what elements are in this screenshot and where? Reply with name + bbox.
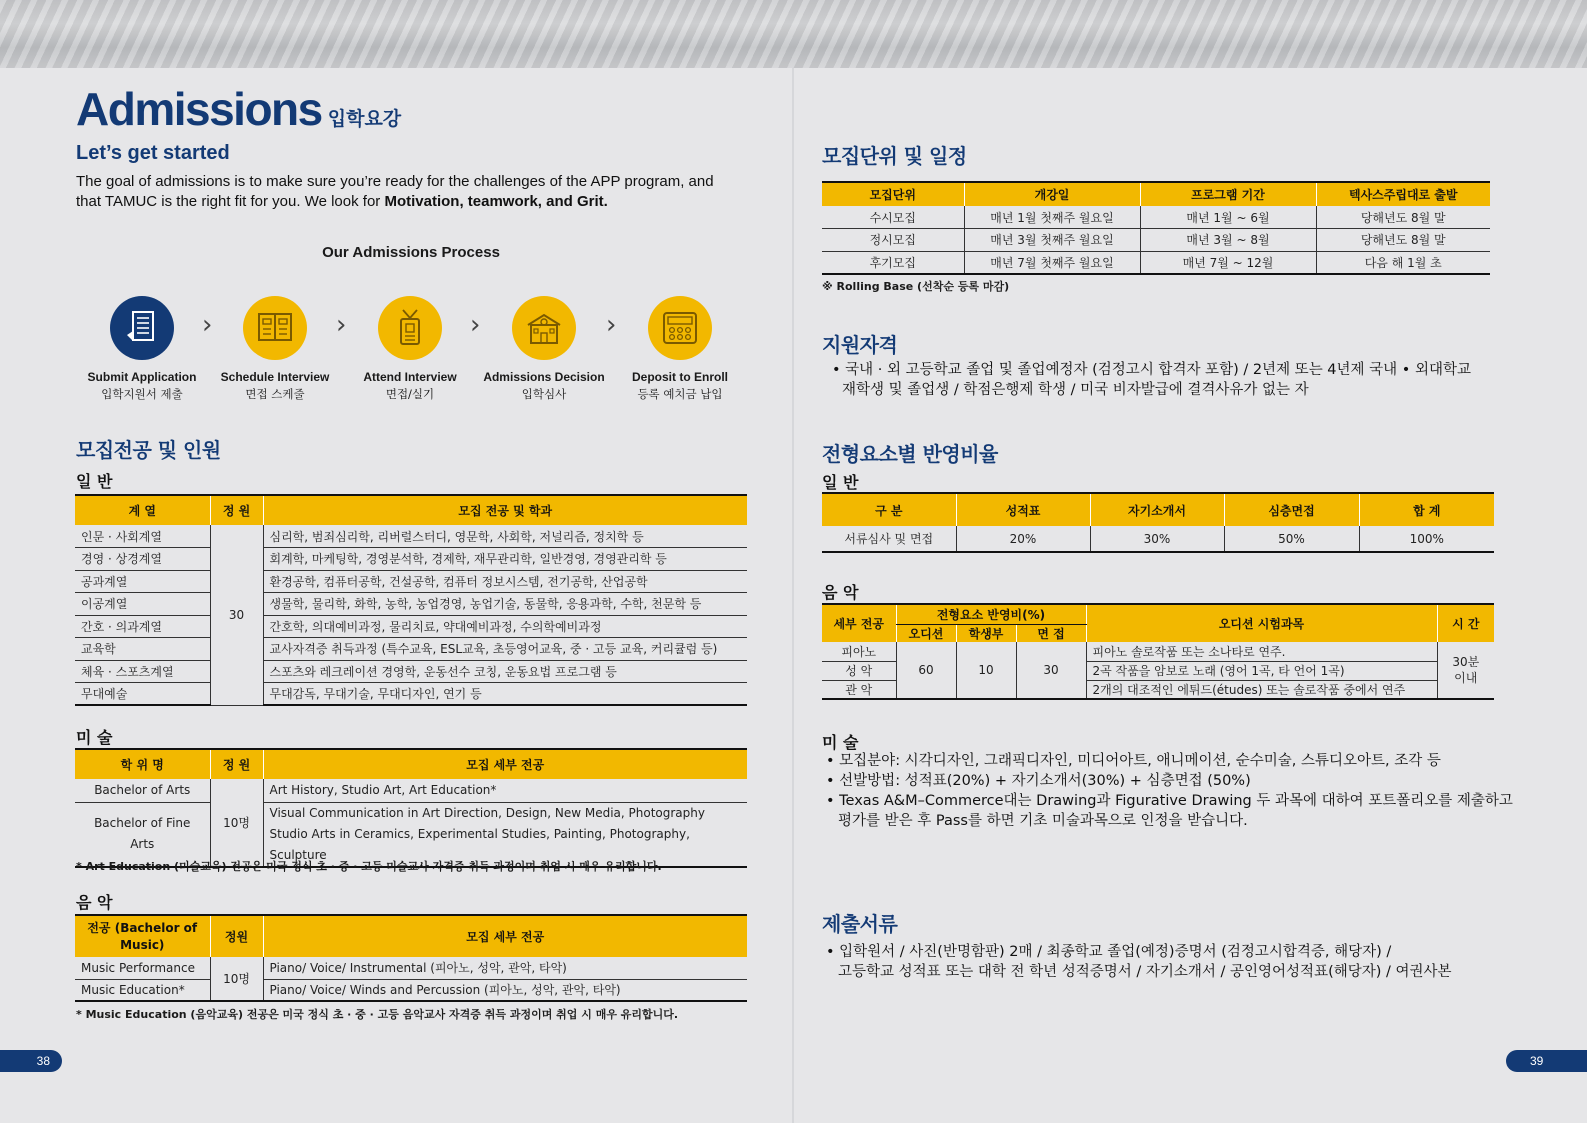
eligibility-line: 재학생 및 졸업생 / 학점은행제 학생 / 미국 비자발급에 결격사유가 없는 자 bbox=[842, 382, 1309, 398]
page-number-tab: 38 bbox=[0, 1050, 62, 1072]
list-item: • Texas A&M–Commerce대는 Drawing과 Figurative Drawing 두 과목에 대하여 포트폴리오를 제출하고 bbox=[826, 793, 1513, 809]
table-row bbox=[822, 229, 1490, 252]
art-label: 미 술 bbox=[76, 728, 113, 747]
table-row bbox=[75, 979, 747, 1001]
table-row bbox=[75, 548, 747, 571]
column-header: 면 접 bbox=[1016, 624, 1086, 642]
major-cell: 성 악 bbox=[822, 661, 896, 680]
application-form-icon bbox=[110, 296, 174, 360]
table-header-row bbox=[822, 182, 1490, 206]
majors-line: Studio Arts in Ceramics, Experimental Studies, Painting, Photography, Sculpture bbox=[269, 826, 690, 862]
step-label-ko: 등록 예치금 납입 bbox=[637, 387, 723, 401]
majors-cell bbox=[263, 802, 747, 867]
page-title-korean: 입학요강 bbox=[327, 108, 402, 130]
eligibility-line: • 국내 · 외 고등학교 졸업 및 졸업예정자 (검정고시 합격자 포함) / 2년제 또는 4년제 국내 • 외대학교 bbox=[832, 362, 1471, 378]
majors-cell: 간호학, 의대예비과정, 물리치료, 약대예비과정, 수의학예비과정 bbox=[263, 615, 747, 638]
documents-line: • 입학원서 / 사진(반명함판) 2매 / 최종학교 졸업(예정)증명서 (검정고시합격증, 해당자) / bbox=[826, 944, 1392, 960]
documents-heading: 제출서류 bbox=[822, 912, 898, 936]
column-header: 개강일 bbox=[964, 182, 1140, 206]
subject-cell: 2곡 작품을 암보로 노래 (영어 1곡, 타 언어 1곡) bbox=[1086, 661, 1437, 680]
ratio-cell: 20% bbox=[956, 526, 1090, 552]
ratio-table bbox=[822, 492, 1494, 553]
quota-cell: 30 bbox=[210, 525, 263, 705]
step-label-ko: 입학지원서 제출 bbox=[101, 387, 183, 401]
field-cell: 체육 · 스포츠계열 bbox=[75, 660, 210, 683]
column-header: 합 계 bbox=[1359, 493, 1494, 526]
general-label: 일 반 bbox=[76, 472, 113, 491]
page-title: Admissions bbox=[76, 83, 322, 135]
major-cell: Music Education* bbox=[75, 979, 210, 1001]
field-cell: 무대예술 bbox=[75, 683, 210, 706]
step-label-en: Deposit to Enroll bbox=[632, 370, 728, 384]
score-cell: 30 bbox=[1016, 642, 1086, 699]
music-note: * Music Education (음악교육) 전공은 미국 정식 초 · 중 · 고등 음악교사 자격증 취득 과정이며 취업 시 매우 유리합니다. bbox=[76, 1008, 679, 1021]
field-cell: 간호 · 의과계열 bbox=[75, 615, 210, 638]
schedule-cell: 정시모집 bbox=[822, 229, 964, 252]
intro-text: that TAMUC is the right fit for you. We look for bbox=[76, 193, 385, 210]
column-header: 계 열 bbox=[75, 495, 210, 525]
schedule-cell: 당해년도 8월 말 bbox=[1316, 206, 1490, 229]
intro-line-2 bbox=[76, 192, 766, 212]
ratio-cell: 100% bbox=[1359, 526, 1494, 552]
ratio-art-label: 미 술 bbox=[822, 733, 859, 752]
subtitle: Let’s get started bbox=[76, 142, 230, 164]
schedule-cell: 매년 1월 ~ 6월 bbox=[1140, 206, 1316, 229]
majors-cell: 회계학, 마케팅학, 경영분석학, 경제학, 재무관리학, 일반경영, 경영관리학 등 bbox=[263, 548, 747, 571]
calendar-book-icon bbox=[243, 296, 307, 360]
list-item: • 모집분야: 시각디자인, 그래픽디자인, 미디어아트, 애니메이션, 순수미술, 스튜디오아트, 조각 등 bbox=[826, 753, 1441, 769]
column-header: 전공 (Bachelor of Music) bbox=[75, 915, 210, 957]
quota-cell: 10명 bbox=[210, 779, 263, 867]
music-ratio-table bbox=[822, 603, 1494, 700]
column-header: 오디션 bbox=[896, 624, 956, 642]
documents-line: 고등학교 성적표 또는 대학 전 학년 성적증명서 / 자기소개서 / 공인영어성적표(해당자) / 여권사본 bbox=[838, 964, 1452, 980]
chevron-right-icon: › bbox=[336, 310, 347, 340]
schedule-heading: 모집단위 및 일정 bbox=[822, 144, 967, 168]
step-label-en: Submit Application bbox=[87, 370, 197, 384]
calculator-icon bbox=[648, 296, 712, 360]
table-row bbox=[822, 526, 1494, 552]
field-cell: 경영 · 상경계열 bbox=[75, 548, 210, 571]
page-number-tab: 39 bbox=[1506, 1050, 1587, 1072]
step-attend-interview bbox=[340, 296, 480, 402]
schedule-cell: 수시모집 bbox=[822, 206, 964, 229]
general-majors-table bbox=[75, 494, 747, 706]
chevron-right-icon: › bbox=[606, 310, 617, 340]
table-row bbox=[75, 957, 747, 979]
step-admissions-decision bbox=[474, 296, 617, 402]
chevron-right-icon: › bbox=[202, 310, 213, 340]
majors-cell: 생물학, 물리학, 화학, 농학, 농업경영, 농업기술, 동물학, 응용과학, 수학, 천문학 등 bbox=[263, 593, 747, 616]
table-row bbox=[75, 683, 747, 706]
column-header: 자기소개서 bbox=[1090, 493, 1224, 526]
table-row bbox=[75, 593, 747, 616]
major-cell: 관 악 bbox=[822, 680, 896, 699]
schedule-note: ※ Rolling Base (선착순 등록 마감) bbox=[822, 280, 1010, 293]
table-header-row bbox=[75, 915, 747, 957]
left-page bbox=[0, 68, 792, 1123]
ratio-general-label: 일 반 bbox=[822, 473, 859, 492]
table-header-row bbox=[822, 493, 1494, 526]
music-label: 음 악 bbox=[76, 893, 113, 912]
column-header: 학 위 명 bbox=[75, 749, 210, 779]
column-header: 모집단위 bbox=[822, 182, 964, 206]
schedule-cell: 매년 1월 첫째주 월요일 bbox=[964, 206, 1140, 229]
table-row bbox=[75, 570, 747, 593]
documents-text bbox=[826, 942, 1452, 982]
quota-cell: 10명 bbox=[210, 957, 263, 1001]
music-majors-table bbox=[75, 914, 747, 1002]
time-cell: 30분 이내 bbox=[1437, 642, 1494, 699]
table-header-row bbox=[75, 495, 747, 525]
majors-cell: Art History, Studio Art, Art Education* bbox=[263, 779, 747, 802]
field-cell: 공과계열 bbox=[75, 570, 210, 593]
column-header: 정원 bbox=[210, 915, 263, 957]
column-header: 오디션 시험과목 bbox=[1086, 604, 1437, 642]
eligibility-heading: 지원자격 bbox=[822, 333, 898, 357]
chevron-right-icon: › bbox=[470, 310, 481, 340]
intro-emphasis: Motivation, teamwork, and Grit. bbox=[384, 193, 608, 210]
ratio-cell: 50% bbox=[1224, 526, 1359, 552]
list-item: 평가를 받은 후 Pass를 하면 기초 미술과목으로 인정을 받습니다. bbox=[838, 813, 1248, 829]
column-header: 시 간 bbox=[1437, 604, 1494, 642]
column-header: 학생부 bbox=[956, 624, 1016, 642]
column-header: 세부 전공 bbox=[822, 604, 896, 642]
table-row bbox=[75, 638, 747, 661]
majors-line: Visual Communication in Art Direction, Design, New Media, Photography bbox=[269, 805, 705, 820]
majors-cell: 환경공학, 컴퓨터공학, 건설공학, 컴퓨터 정보시스템, 전기공학, 산업공학 bbox=[263, 570, 747, 593]
ratio-cell: 서류심사 및 면접 bbox=[822, 526, 956, 552]
majors-heading: 모집전공 및 인원 bbox=[76, 438, 221, 462]
table-header-row bbox=[822, 604, 1494, 624]
schedule-table bbox=[822, 181, 1490, 275]
ratio-cell: 30% bbox=[1090, 526, 1224, 552]
step-deposit-to-enroll bbox=[610, 296, 750, 402]
schedule-cell: 다음 해 1월 초 bbox=[1316, 251, 1490, 274]
score-cell: 60 bbox=[896, 642, 956, 699]
field-cell: 이공계열 bbox=[75, 593, 210, 616]
majors-cell: Piano/ Voice/ Instrumental (피아노, 성악, 관악, 타악) bbox=[263, 957, 747, 979]
table-row bbox=[75, 525, 747, 548]
art-criteria-list bbox=[826, 751, 1513, 831]
school-building-icon bbox=[512, 296, 576, 360]
column-header: 전형요소 반영비(%) bbox=[896, 604, 1086, 624]
column-header: 프로그램 기간 bbox=[1140, 182, 1316, 206]
ratio-music-label: 음 악 bbox=[822, 583, 859, 602]
majors-cell: 교사자격증 취득과정 (특수교육, ESL교육, 초등영어교육, 중 · 고등 교육, 커리큘럼 등) bbox=[263, 638, 747, 661]
header-texture-band bbox=[0, 0, 1587, 68]
table-row bbox=[822, 642, 1494, 661]
major-cell: Music Performance bbox=[75, 957, 210, 979]
column-header: 성적표 bbox=[956, 493, 1090, 526]
id-badge-icon bbox=[378, 296, 442, 360]
degree-cell: Bachelor of Arts bbox=[75, 779, 210, 802]
table-row bbox=[822, 251, 1490, 274]
art-majors-table bbox=[75, 748, 747, 868]
column-header: 정 원 bbox=[210, 749, 263, 779]
score-cell: 10 bbox=[956, 642, 1016, 699]
eligibility-text bbox=[832, 360, 1471, 400]
column-header: 텍사스주립대로 출발 bbox=[1316, 182, 1490, 206]
table-row bbox=[75, 802, 747, 867]
degree-cell: Bachelor of Fine Arts bbox=[75, 802, 210, 867]
column-header: 정 원 bbox=[210, 495, 263, 525]
step-label-ko: 입학심사 bbox=[521, 387, 567, 401]
table-row bbox=[822, 206, 1490, 229]
subject-cell: 2개의 대조적인 에튀드(études) 또는 솔로작품 중에서 연주 bbox=[1086, 680, 1437, 699]
majors-cell: 심리학, 범죄심리학, 리버럴스터디, 영문학, 사회학, 저널리즘, 정치학 등 bbox=[263, 525, 747, 548]
step-label-en: Schedule Interview bbox=[220, 370, 330, 384]
column-header: 심층면접 bbox=[1224, 493, 1359, 526]
majors-cell: 스포츠와 레크레이션 경영학, 운동선수 코칭, 운동요법 프로그램 등 bbox=[263, 660, 747, 683]
field-cell: 인문 · 사회계열 bbox=[75, 525, 210, 548]
right-page bbox=[794, 68, 1587, 1123]
column-header: 모집 세부 전공 bbox=[263, 749, 747, 779]
step-label-ko: 면접 스케줄 bbox=[245, 387, 305, 401]
table-header-row bbox=[75, 749, 747, 779]
intro-paragraph bbox=[76, 172, 766, 212]
schedule-cell: 후기모집 bbox=[822, 251, 964, 274]
schedule-cell: 매년 7월 ~ 12월 bbox=[1140, 251, 1316, 274]
intro-line-1: The goal of admissions is to make sure you’re ready for the challenges of the APP program, and bbox=[76, 173, 714, 190]
column-header: 모집 세부 전공 bbox=[263, 915, 747, 957]
majors-cell: Piano/ Voice/ Winds and Percussion (피아노, 성악, 관악, 타악) bbox=[263, 979, 747, 1001]
list-item: • 선발방법: 성적표(20%) + 자기소개서(30%) + 심층면접 (50%) bbox=[826, 773, 1251, 789]
schedule-cell: 매년 3월 ~ 8월 bbox=[1140, 229, 1316, 252]
field-cell: 교육학 bbox=[75, 638, 210, 661]
schedule-cell: 매년 7월 첫째주 월요일 bbox=[964, 251, 1140, 274]
step-label-ko: 면접/실기 bbox=[385, 387, 435, 401]
step-label-en: Admissions Decision bbox=[483, 370, 605, 384]
page-title-block bbox=[76, 82, 401, 136]
art-note: * Art Education (미술교육) 전공은 미국 정식 초 · 중 · 고등 미술교사 자격증 취득 과정이며 취업 시 매우 유리합니다. bbox=[76, 860, 662, 873]
step-submit-application bbox=[72, 296, 212, 402]
majors-cell: 무대감독, 무대기술, 무대디자인, 연기 등 bbox=[263, 683, 747, 706]
column-header: 모집 전공 및 학과 bbox=[263, 495, 747, 525]
step-label-en: Attend Interview bbox=[363, 370, 457, 384]
table-row bbox=[75, 615, 747, 638]
table-row bbox=[75, 779, 747, 802]
schedule-cell: 매년 3월 첫째주 월요일 bbox=[964, 229, 1140, 252]
table-row bbox=[75, 660, 747, 683]
process-title: Our Admissions Process bbox=[322, 244, 500, 261]
step-schedule-interview bbox=[205, 296, 345, 402]
schedule-cell: 당해년도 8월 말 bbox=[1316, 229, 1490, 252]
ratio-heading: 전형요소별 반영비율 bbox=[822, 442, 998, 466]
major-cell: 피아노 bbox=[822, 642, 896, 661]
subject-cell: 피아노 솔로작품 또는 소나타로 연주. bbox=[1086, 642, 1437, 661]
column-header: 구 분 bbox=[822, 493, 956, 526]
